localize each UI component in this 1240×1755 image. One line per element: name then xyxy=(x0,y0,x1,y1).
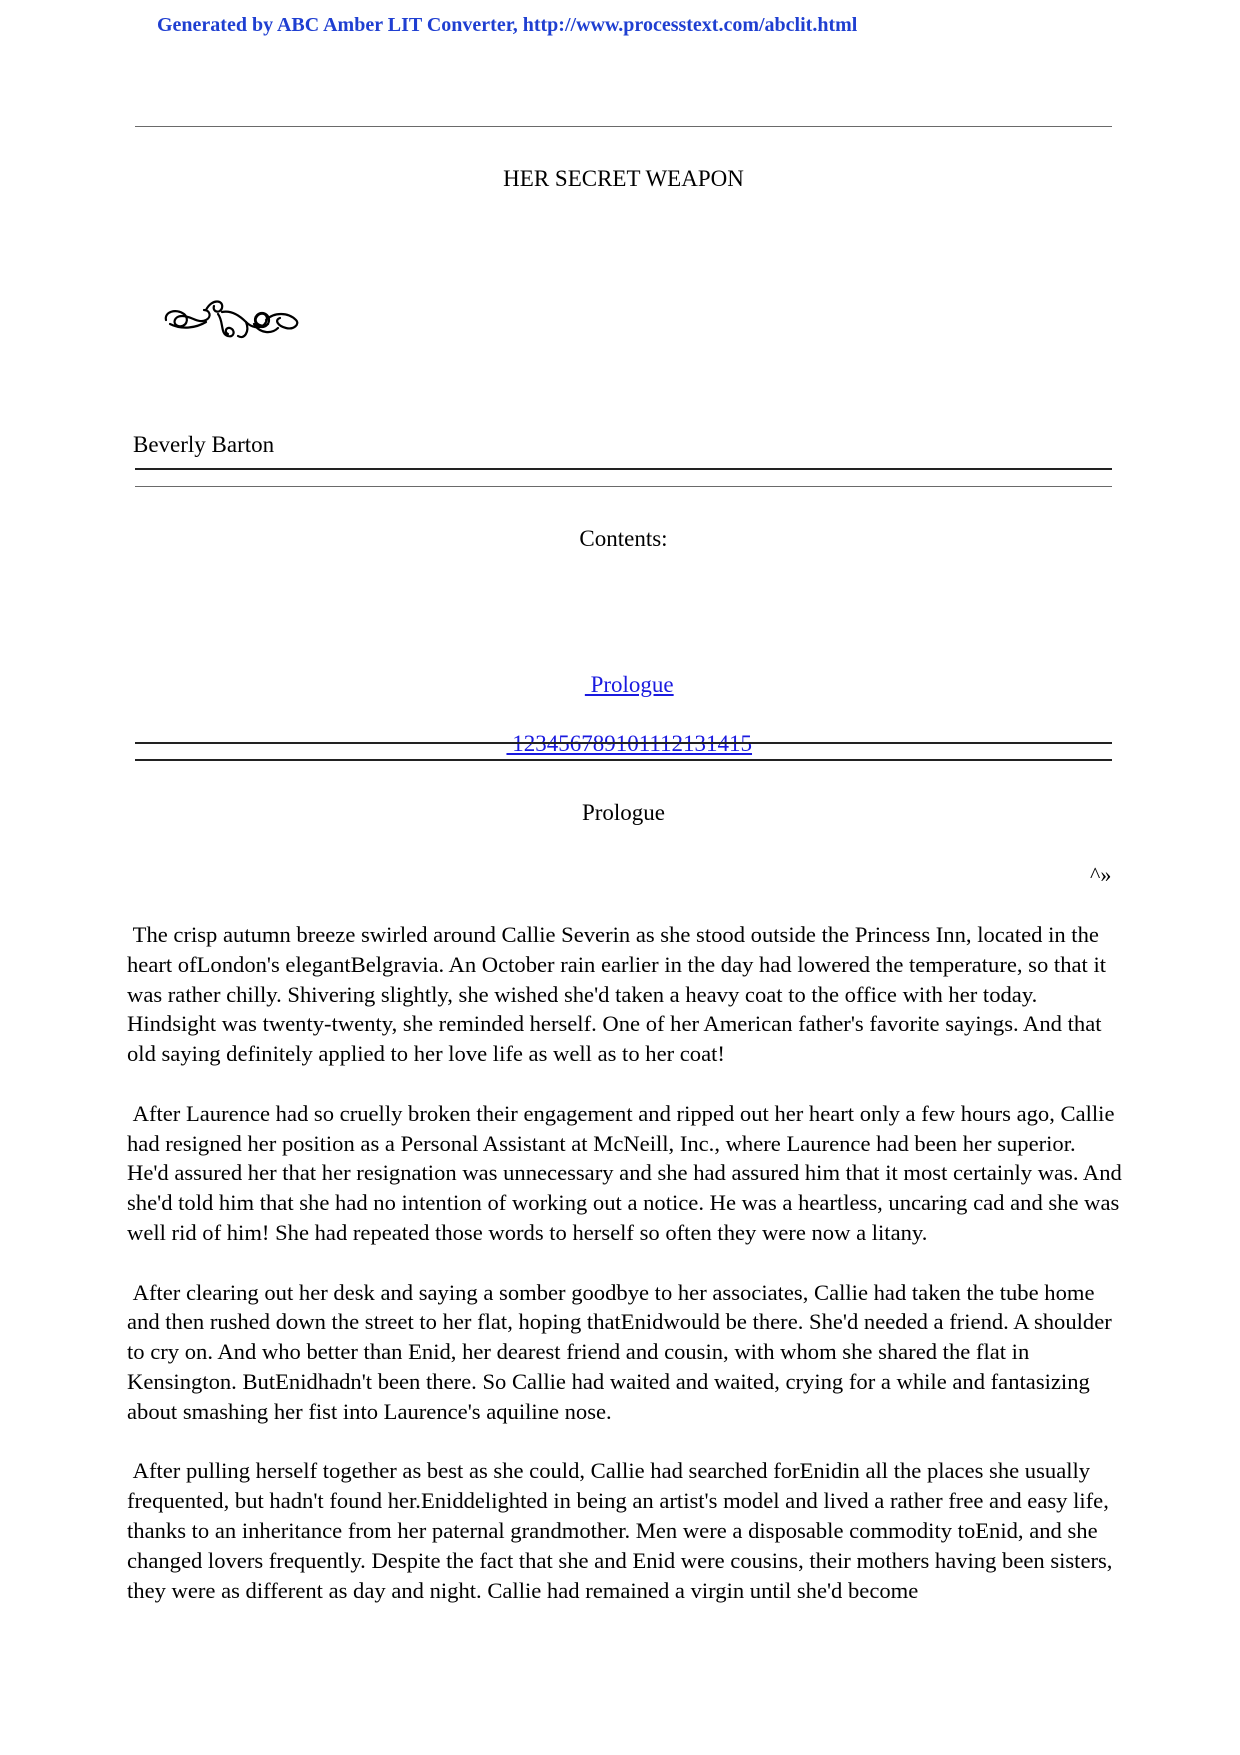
contents-divider xyxy=(135,486,1112,487)
chapter-title: Prologue xyxy=(581,800,666,825)
contents-end-divider xyxy=(135,742,1112,744)
scroll-flourish-icon xyxy=(162,290,302,346)
chapter-divider xyxy=(135,759,1112,761)
generated-by-line: Generated by ABC Amber LIT Converter, http://www.processtext.com/abclit.html xyxy=(157,14,858,36)
paragraph: After pulling herself together as best as she could, Callie had searched forEnidin all the places she usually frequented, but hadn't found her.Eniddelighted in being an artist's model and lived a rather free and easy life, thanks to an inheritance from her paternal grandmother. Men were a disposable commodity toEnid, and she changed lovers frequently. Despite the fact that she and Enid were cousins, their mothers having been sisters, they were as different as day and night. Callie had remained a virgin until she'd become xyxy=(127,1458,1119,1603)
top-divider xyxy=(135,126,1112,127)
author-divider xyxy=(135,468,1112,470)
prologue-link[interactable]: Prologue xyxy=(584,672,674,697)
chapter-numbers-link[interactable]: 123456789101112131415 xyxy=(506,731,753,756)
contents-heading: Contents: xyxy=(579,526,668,551)
paragraph: After Laurence had so cruelly broken their engagement and ripped out her heart only a few hours ago, Callie had resigned her position as a Personal Assistant at McNeill, Inc., where Laurence had been her superior. He'd assured her that her resignation was unnecessary and she had assured him that it most certainly was. And she'd told him that she had no intention of working out a notice. He was a heartless, uncaring cad and she was well rid of him! She had repeated those words to herself so often they were now a litany. xyxy=(127,1100,1128,1245)
top-next-nav[interactable]: ^» xyxy=(1090,862,1112,887)
chapter-body xyxy=(127,920,1128,1635)
author-name: Beverly Barton xyxy=(133,432,275,457)
contents-link-chapters xyxy=(135,705,1112,757)
paragraph: The crisp autumn breeze swirled around Callie Severin as she stood outside the Princess Inn, located in the heart ofLondon's elegantBelgravia. An October rain earlier in the day had lowered the temperature, so that it was rather chilly. Shivering slightly, she wished she'd taken a heavy coat to the office with her today. Hindsight was twenty-twenty, she reminded herself. One of her American father's favorite sayings. And that old saying definitely applied to her love life as well as to her coat! xyxy=(127,922,1112,1067)
paragraph: After clearing out her desk and saying a somber goodbye to her associates, Callie had taken the tube home and then rushed down the street to her flat, hoping thatEnidwould be there. She'd needed a friend. A shoulder to cry on. And who better than Enid, her dearest friend and cousin, with whom she shared the flat in Kensington. ButEnidhadn't been there. So Callie had waited and waited, crying for a while and fantasizing about smashing her fist into Laurence's aquiline nose. xyxy=(127,1279,1118,1424)
contents-link-prologue xyxy=(135,646,1112,698)
book-title: HER SECRET WEAPON xyxy=(503,166,744,191)
